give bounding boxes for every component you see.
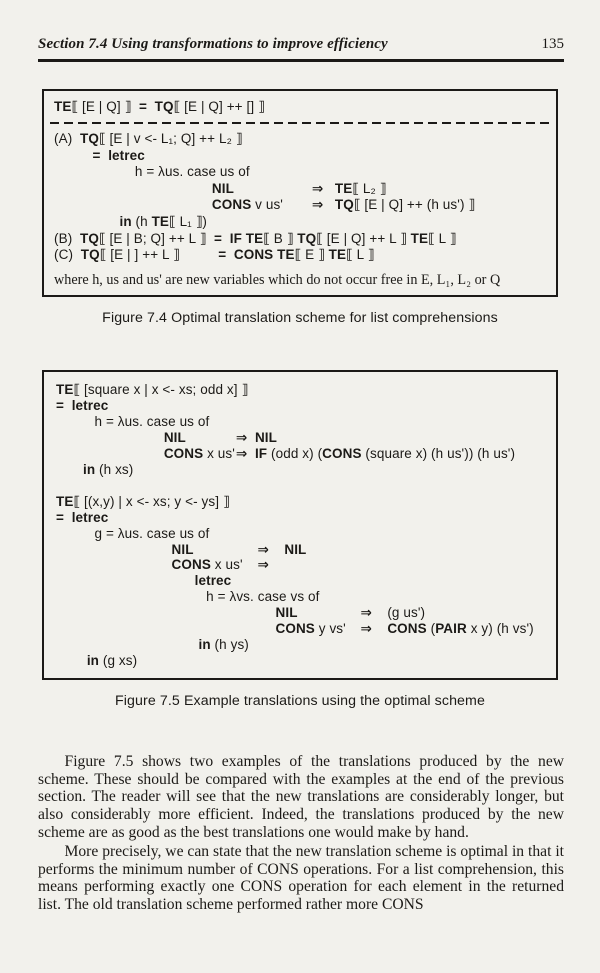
code-line: (A) TQ⟦ [E | v <- L₁; Q] ++ L₂ ⟧	[54, 131, 243, 147]
code-line: CONS y vs' ⇒ CONS (PAIR x y) (h vs')	[275, 621, 534, 637]
body-paragraph-2: More precisely, we can state that the new translation scheme is optimal in that it performs the minimum number of CONS operations. For a list comprehension, this means performing exactly one CONS operation for each element in the returned list. The old translation scheme performed rather more CONS	[38, 842, 564, 914]
body-text	[38, 753, 564, 914]
page-number: 135	[541, 36, 564, 52]
code-line: in (h ys)	[198, 636, 249, 652]
code-line: in (g xs)	[86, 652, 138, 668]
dashed-divider	[50, 115, 550, 131]
code-line: = letrec	[56, 509, 109, 525]
code-line: NIL ⇒ TE⟦ L₂ ⟧	[211, 180, 387, 196]
code-line: (C) TQ⟦ [E | ] ++ L ⟧ = CONS TE⟦ E ⟧ TE⟦ L ⟧	[54, 247, 375, 263]
code-line: CONS x us'⇒ IF (odd x) (CONS (square x) (h us')) (h us')	[163, 446, 516, 462]
code-line: CONS x us' ⇒	[171, 557, 269, 573]
code-line: in (h TE⟦ L₁ ⟧)	[119, 214, 207, 230]
code-line: letrec	[194, 573, 232, 589]
code-line: NIL ⇒ (g us')	[275, 605, 426, 621]
code-line: h = λus. case us of	[54, 164, 250, 180]
page-header	[0, 0, 600, 62]
code-line: CONS v us' ⇒ TQ⟦ [E | Q] ++ (h us') ⟧	[211, 197, 476, 213]
code-line: in (h xs)	[82, 461, 134, 477]
header-rule	[38, 59, 564, 62]
code-line: TE⟦ [square x | x <- xs; odd x] ⟧	[56, 382, 249, 398]
body-paragraph-1: Figure 7.5 shows two examples of the translations produced by the new scheme. These should be compared with the examples at the end of the previous section. The reader will see that the new translations are considerably longer, but also considerably more efficient. Indeed, the translations produced by the new scheme are as good as the best translations one would make by hand.	[38, 752, 564, 841]
code-line: TE⟦ [(x,y) | x <- xs; y <- ys] ⟧	[56, 493, 230, 509]
header-row	[38, 36, 564, 53]
code-line: h = λus. case us of	[56, 414, 210, 430]
blank-line	[56, 478, 546, 494]
code-line: g = λus. case us of	[56, 525, 210, 541]
code-line: NIL ⇒ NIL	[163, 430, 277, 446]
figure-75-box	[42, 370, 558, 679]
code-line: = letrec	[92, 147, 145, 163]
section-title: Section 7.4 Using transformations to improve efficiency	[38, 36, 388, 52]
code-line: TE⟦ [E | Q] ⟧ = TQ⟦ [E | Q] ++ [] ⟧	[54, 98, 265, 114]
figure-74-box	[42, 89, 558, 298]
code-line: = letrec	[56, 398, 109, 414]
figure-74-caption: Figure 7.4 Optimal translation scheme for list comprehensions	[102, 310, 498, 327]
code-line: h = λvs. case vs of	[56, 589, 320, 605]
figure-75-caption: Figure 7.5 Example translations using the optimal scheme	[115, 692, 485, 709]
code-line: (B) TQ⟦ [E | B; Q] ++ L ⟧ = IF TE⟦ B ⟧ TQ⟦ [E | Q] ++ L ⟧ TE⟦ L ⟧	[54, 230, 457, 246]
code-line: NIL ⇒ NIL	[171, 541, 307, 557]
side-condition: where h, us and us' are new variables which do not occur free in E, L₁, L₂ or Q	[54, 271, 501, 288]
